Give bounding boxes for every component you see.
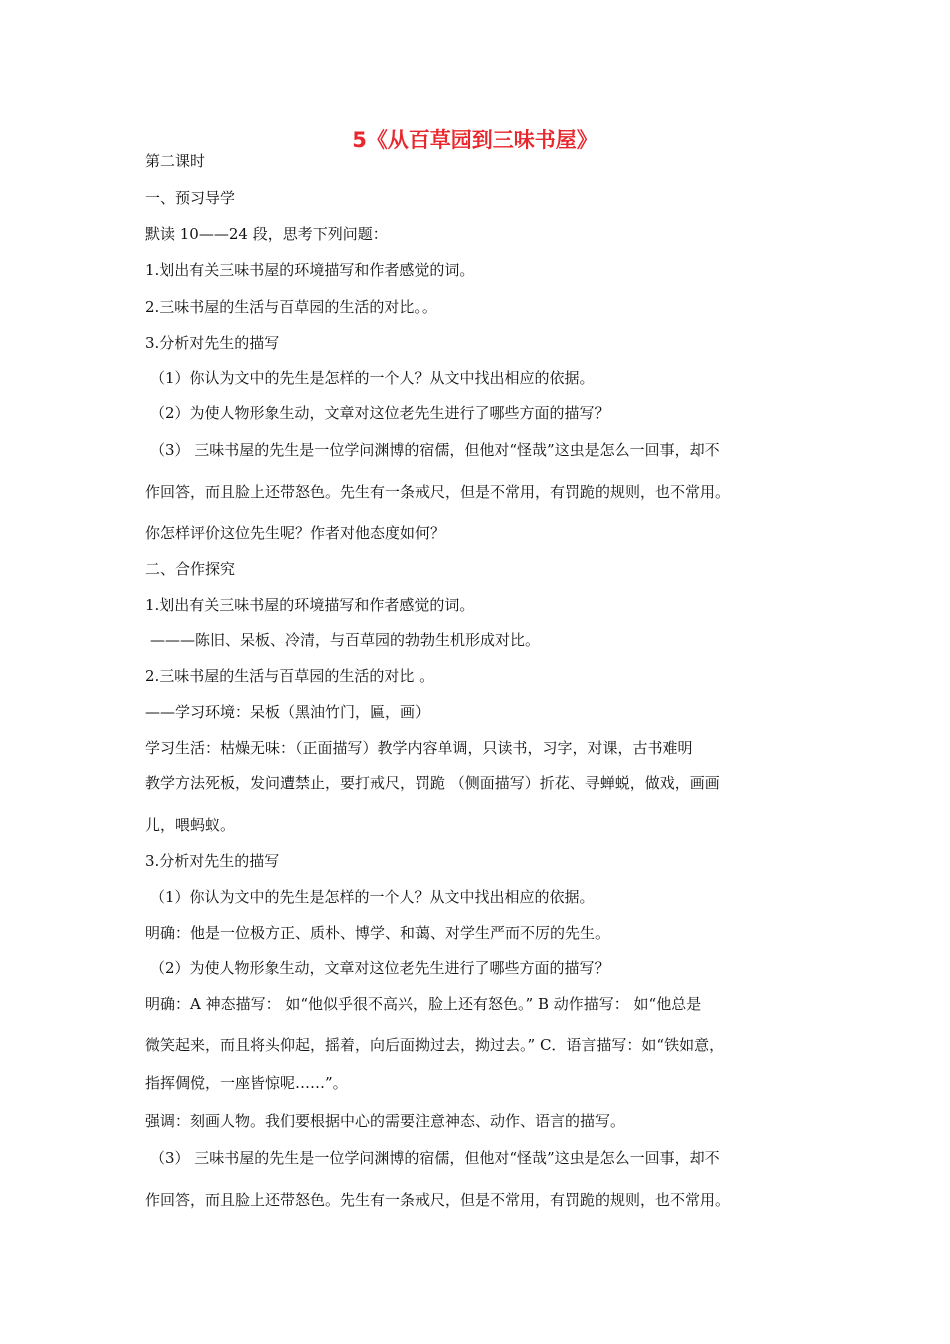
answer-line: ———陈旧、呆板、冷清，与百草园的勃勃生机形成对比。 bbox=[150, 631, 541, 649]
answer-line: 微笑起来，而且将头仰起，摇着，向后面拗过去，拗过去。” C．语言描写：如“铁如意， bbox=[145, 1036, 725, 1054]
section-heading: 二、合作探究 bbox=[145, 560, 236, 578]
section-heading: 一、预习导学 bbox=[145, 189, 236, 207]
paragraph: 作回答，而且脸上还带怒色。先生有一条戒尺，但是不常用，有罚跪的规则，也不常用。 bbox=[145, 483, 731, 501]
sub-question: （1）你认为文中的先生是怎样的一个人？从文中找出相应的依据。 bbox=[150, 888, 595, 906]
answer-line: 教学方法死板，发问遭禁止，要打戒尺，罚跪 （侧面描写）折花、寻蝉蜕，做戏，画画 bbox=[145, 774, 720, 792]
paragraph: 默读 10——24 段，思考下列问题： bbox=[145, 225, 388, 243]
lesson-period: 第二课时 bbox=[145, 152, 206, 170]
question-item: 1.划出有关三味书屋的环境描写和作者感觉的词。 bbox=[145, 261, 475, 279]
question-item: 1.划出有关三味书屋的环境描写和作者感觉的词。 bbox=[145, 596, 475, 614]
emphasis-line: 强调：刻画人物。我们要根据中心的需要注意神态、动作、语言的描写。 bbox=[145, 1112, 626, 1130]
sub-question: （2）为使人物形象生动，文章对这位老先生进行了哪些方面的描写？ bbox=[150, 404, 610, 422]
question-item: 3.分析对先生的描写 bbox=[145, 334, 280, 352]
answer-line: ——学习环境：呆板（黑油竹门，匾，画） bbox=[145, 703, 431, 721]
sub-question: （3） 三味书屋的先生是一位学问渊博的宿儒，但他对“怪哉”这虫是怎么一回事，却不 bbox=[150, 1149, 720, 1167]
answer-line: 儿，喂蚂蚁。 bbox=[145, 816, 236, 834]
sub-question: （1）你认为文中的先生是怎样的一个人？从文中找出相应的依据。 bbox=[150, 369, 595, 387]
answer-line: 学习生活：枯燥无味：（正面描写）教学内容单调，只读书，习字，对课，古书难明 bbox=[145, 739, 693, 757]
answer-line: 指挥倜傥，一座皆惊呢……”。 bbox=[145, 1074, 348, 1092]
answer-line: 明确：A 神态描写： 如“他似乎很不高兴，脸上还有怒色。” B 动作描写： 如“他总是 bbox=[145, 995, 702, 1013]
question-item: 2.三味书屋的生活与百草园的生活的对比 。 bbox=[145, 667, 435, 685]
sub-question: （3） 三味书屋的先生是一位学问渊博的宿儒，但他对“怪哉”这虫是怎么一回事，却不 bbox=[150, 441, 720, 459]
paragraph: 作回答，而且脸上还带怒色。先生有一条戒尺，但是不常用，有罚跪的规则，也不常用。 bbox=[145, 1191, 731, 1209]
question-item: 3.分析对先生的描写 bbox=[145, 852, 280, 870]
sub-question: （2）为使人物形象生动，文章对这位老先生进行了哪些方面的描写？ bbox=[150, 959, 610, 977]
answer-line: 明确：他是一位极方正、质朴、博学、和蔼、对学生严而不厉的先生。 bbox=[145, 924, 611, 942]
page-title: 5《从百草园到三味书屋》 bbox=[352, 128, 598, 152]
question-item: 2.三味书屋的生活与百草园的生活的对比。。 bbox=[145, 298, 437, 316]
paragraph: 你怎样评价这位先生呢？作者对他态度如何？ bbox=[145, 524, 446, 542]
